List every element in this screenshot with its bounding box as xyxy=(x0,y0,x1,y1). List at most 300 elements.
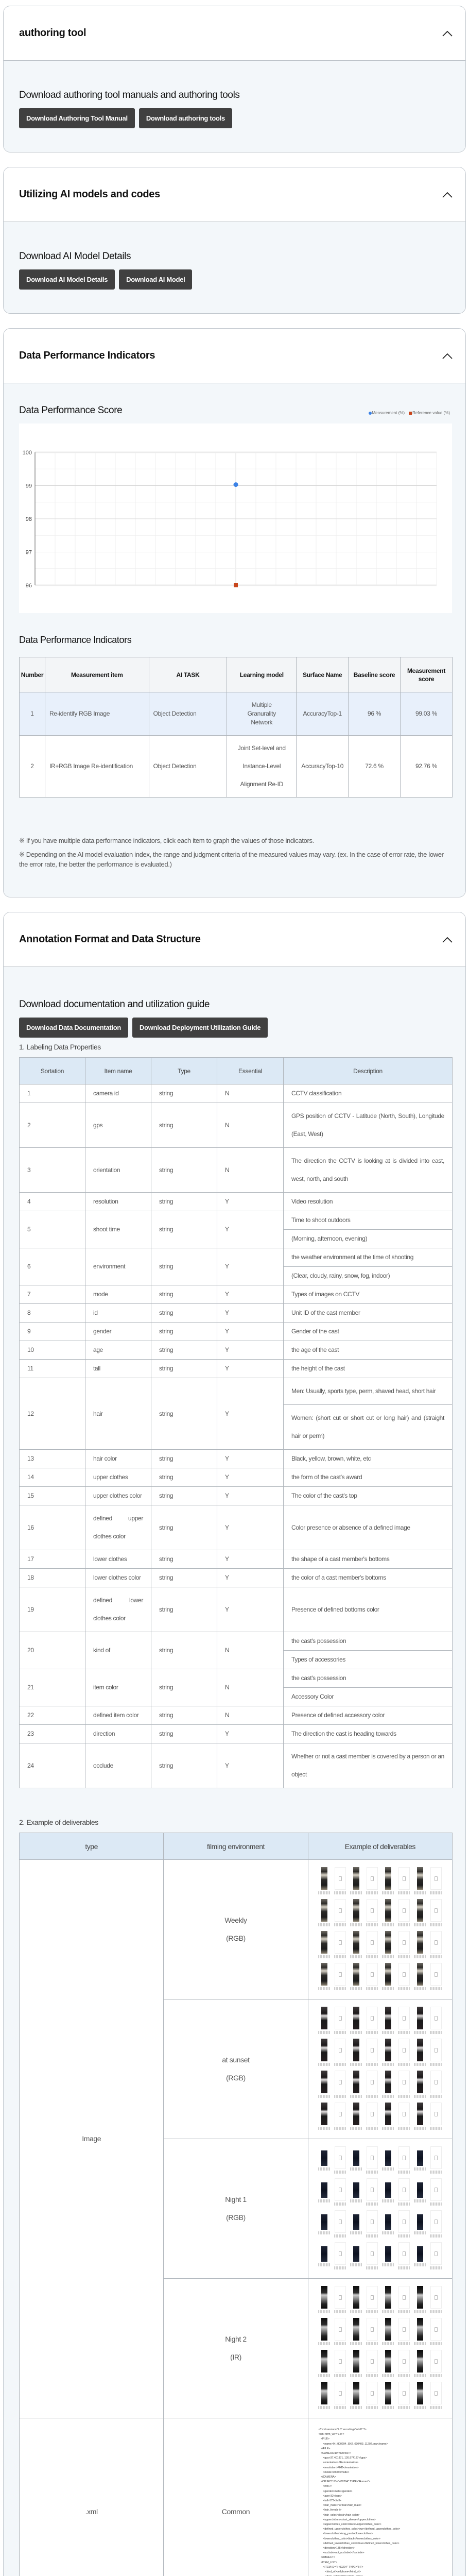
person-image-icon xyxy=(353,2007,359,2029)
person-image-icon xyxy=(417,2318,423,2341)
section-subtitle: Download documentation and utilization guide xyxy=(19,999,450,1010)
filename-caption xyxy=(430,1891,442,1894)
performance-header[interactable] xyxy=(4,329,465,383)
cell-sortation: 12 xyxy=(20,1378,85,1450)
filename-caption xyxy=(366,2310,378,2313)
cell-description: the age of the cast xyxy=(284,1341,453,1360)
file-icon xyxy=(398,2286,410,2309)
xml-file-thumbnail xyxy=(366,2350,378,2379)
filename-caption xyxy=(382,2095,394,2098)
filename-caption xyxy=(414,2231,426,2234)
cell-item-name: hair xyxy=(85,1378,151,1450)
person-image-icon xyxy=(417,2039,423,2061)
xml-file-thumbnail xyxy=(398,2103,410,2131)
cell-item-name: mode xyxy=(85,1285,151,1304)
xml-file-thumbnail xyxy=(430,1867,442,1896)
cell-essential: Y xyxy=(217,1285,284,1304)
cell-sortation: 13 xyxy=(20,1450,85,1468)
cell-number: 2 xyxy=(20,736,45,798)
thumbnail-grid xyxy=(308,2279,452,2418)
xml-file-thumbnail xyxy=(398,2071,410,2099)
person-image-icon xyxy=(321,2182,327,2198)
person-image-icon xyxy=(385,2039,391,2061)
cell-description: Presence of defined bottoms color xyxy=(284,1587,453,1632)
person-image-icon xyxy=(321,2103,327,2125)
table-row xyxy=(20,1505,453,1550)
cell-item-name: upper clothes color xyxy=(85,1487,151,1505)
filename-caption xyxy=(430,2374,442,2377)
file-icon xyxy=(335,2210,346,2233)
image-thumbnail xyxy=(382,1899,394,1928)
person-image-icon xyxy=(321,2214,327,2230)
col-measurement-score: Measurement score xyxy=(400,657,452,692)
deliverables-title: 2. Example of deliverables xyxy=(19,1818,450,1826)
filename-caption xyxy=(350,1987,362,1990)
file-icon xyxy=(367,1899,378,1922)
cell-essential: Y xyxy=(217,1569,284,1587)
ai-models-body xyxy=(4,222,465,313)
filename-caption xyxy=(334,2234,346,2238)
table-row xyxy=(20,1550,453,1569)
filename-caption xyxy=(366,2095,378,2098)
filename-caption xyxy=(414,2263,426,2266)
cell-essential: Y xyxy=(217,1587,284,1632)
cell-surface-name: AccuracyTop-1 xyxy=(297,692,349,736)
person-image-icon xyxy=(353,2246,359,2262)
person-image-icon xyxy=(417,2007,423,2029)
download-ai-model-details-button[interactable]: Download AI Model Details xyxy=(19,269,115,290)
image-thumbnail xyxy=(414,2007,426,2036)
image-thumbnail xyxy=(318,2318,331,2347)
filename-caption xyxy=(366,1987,378,1990)
performance-table xyxy=(19,657,453,798)
xml-file-thumbnail xyxy=(366,2382,378,2411)
filename-caption xyxy=(366,2063,378,2066)
file-icon xyxy=(367,2350,378,2372)
image-thumbnail xyxy=(382,2007,394,2036)
xml-file-thumbnail xyxy=(430,2318,442,2347)
thumbnail-grid xyxy=(308,1999,452,2139)
chevron-up-icon[interactable] xyxy=(442,934,453,945)
file-icon xyxy=(430,2178,442,2201)
cell-item-name: shoot time xyxy=(85,1211,151,1248)
file-icon xyxy=(430,2146,442,2169)
cell-type: string xyxy=(151,1550,217,1569)
section-title: Annotation Format and Data Structure xyxy=(19,934,201,945)
xml-file-thumbnail xyxy=(334,2178,346,2207)
person-image-icon xyxy=(321,1867,327,1890)
filename-caption xyxy=(414,2199,426,2202)
deliverables-table-body xyxy=(20,1860,453,2576)
legend-measurement[interactable] xyxy=(369,411,405,415)
file-icon xyxy=(367,2146,378,2169)
filename-caption xyxy=(414,1987,426,1990)
cell-item-name: gps xyxy=(85,1103,151,1148)
cell-item-name: defined upper clothes color xyxy=(85,1505,151,1550)
xml-file-thumbnail xyxy=(366,2242,378,2271)
table-row xyxy=(20,1860,453,1999)
download-data-documentation-button[interactable]: Download Data Documentation xyxy=(19,1018,128,1038)
table-row xyxy=(20,1706,453,1725)
cell-essential: Y xyxy=(217,1248,284,1285)
chevron-up-icon[interactable] xyxy=(442,350,453,362)
person-image-icon xyxy=(385,2350,391,2372)
filename-caption xyxy=(334,2127,346,2130)
filename-caption xyxy=(350,1955,362,1958)
authoring-tool-header[interactable] xyxy=(4,6,465,61)
cell-description: The direction the cast is heading towards xyxy=(284,1725,453,1743)
person-image-icon xyxy=(353,2350,359,2372)
col-filming-environment: filming environment xyxy=(164,1833,308,1860)
table-row xyxy=(20,1468,453,1487)
deliverables-table xyxy=(19,1833,453,2576)
filename-caption xyxy=(366,1955,378,1958)
cell-item-name: age xyxy=(85,1341,151,1360)
environment-line: (RGB) xyxy=(164,2069,307,2087)
performance-section xyxy=(3,328,466,897)
person-image-icon xyxy=(417,2150,423,2166)
cell-description: the height of the cast xyxy=(284,1360,453,1378)
image-thumbnail xyxy=(414,2350,426,2379)
xml-file-thumbnail xyxy=(334,2318,346,2347)
file-icon xyxy=(398,2382,410,2404)
filename-caption xyxy=(398,1987,410,1990)
file-icon xyxy=(430,2350,442,2372)
filename-caption xyxy=(430,2095,442,2098)
table-row xyxy=(20,1487,453,1505)
cell-essential: Y xyxy=(217,1193,284,1211)
download-ai-model-button[interactable]: Download AI Model xyxy=(119,269,192,290)
cell-description: (Clear, cloudy, rainy, snow, fog, indoor) xyxy=(284,1267,453,1285)
cell-sortation: 9 xyxy=(20,1323,85,1341)
cell-essential: Y xyxy=(217,1550,284,1569)
download-authoring-tools-button[interactable]: Download authoring tools xyxy=(139,108,232,128)
filename-caption xyxy=(318,2167,331,2171)
filename-caption xyxy=(398,1891,410,1894)
file-icon xyxy=(430,2318,442,2341)
section-title: Data Performance Indicators xyxy=(19,350,155,362)
filename-caption xyxy=(318,1891,331,1894)
filename-caption xyxy=(318,2231,331,2234)
file-icon xyxy=(398,2242,410,2265)
image-thumbnail xyxy=(318,2286,331,2315)
cell-type: string xyxy=(151,1211,217,1248)
person-image-icon xyxy=(353,2071,359,2093)
cell-sortation: 7 xyxy=(20,1285,85,1304)
person-image-icon xyxy=(385,1931,391,1954)
cell-sortation: 10 xyxy=(20,1341,85,1360)
file-icon xyxy=(430,2071,442,2093)
table-row xyxy=(20,1304,453,1323)
filename-caption xyxy=(382,2031,394,2034)
thumbnail-grid xyxy=(308,1860,452,1999)
cell-type: string xyxy=(151,1341,217,1360)
cell-description: the form of the cast's award xyxy=(284,1468,453,1487)
cell-sortation: 6 xyxy=(20,1248,85,1285)
xml-file-thumbnail xyxy=(366,1931,378,1960)
person-image-icon xyxy=(353,2039,359,2061)
cell-type: string xyxy=(151,1304,217,1323)
file-icon xyxy=(367,1867,378,1890)
filename-caption xyxy=(334,1955,346,1958)
cell-item-name: upper clothes xyxy=(85,1468,151,1487)
filename-caption xyxy=(398,2374,410,2377)
cell-ai-task: Object Detection xyxy=(149,736,227,798)
section-title: Utilizing AI models and codes xyxy=(19,189,160,200)
person-image-icon xyxy=(321,2071,327,2093)
image-thumbnail xyxy=(414,2103,426,2131)
filename-caption xyxy=(350,2063,362,2066)
table-row[interactable] xyxy=(20,692,453,736)
filename-caption xyxy=(382,2342,394,2345)
table-row xyxy=(20,1669,453,1688)
note-text: ※ If you have multiple data performance indicators, click each item to graph the values of those indicators. xyxy=(19,836,450,845)
file-icon xyxy=(430,2007,442,2029)
table-row xyxy=(20,1103,453,1148)
filename-caption xyxy=(382,1987,394,1990)
xml-file-thumbnail xyxy=(334,1867,346,1896)
image-thumbnail xyxy=(382,1867,394,1896)
cell-sortation: 11 xyxy=(20,1360,85,1378)
file-icon xyxy=(367,2286,378,2309)
cell-item-name: kind of xyxy=(85,1632,151,1669)
cell-ai-task: Object Detection xyxy=(149,692,227,736)
image-thumbnail xyxy=(350,2318,362,2347)
table-row xyxy=(20,1285,453,1304)
cell-filming-environment xyxy=(164,1999,308,2139)
filename-caption xyxy=(366,2031,378,2034)
filename-caption xyxy=(414,1891,426,1894)
filename-caption xyxy=(334,2063,346,2066)
table-row xyxy=(20,1569,453,1587)
cell-essential: Y xyxy=(217,1378,284,1450)
cell-sortation: 19 xyxy=(20,1587,85,1632)
cell-sortation: 2 xyxy=(20,1103,85,1148)
filename-caption xyxy=(318,2031,331,2034)
person-image-icon xyxy=(353,2286,359,2309)
person-image-icon xyxy=(417,2382,423,2404)
section-subtitle: Download AI Model Details xyxy=(19,251,450,262)
xml-file-thumbnail xyxy=(334,2210,346,2239)
cell-sortation: 17 xyxy=(20,1550,85,1569)
xml-file-thumbnail xyxy=(430,2007,442,2036)
filename-caption xyxy=(350,2374,362,2377)
filename-caption xyxy=(414,1955,426,1958)
cell-type: string xyxy=(151,1706,217,1725)
filename-caption xyxy=(366,2171,378,2174)
person-image-icon xyxy=(385,2318,391,2341)
cell-description: CCTV classification xyxy=(284,1084,453,1103)
image-thumbnail xyxy=(414,2146,426,2175)
image-thumbnail xyxy=(414,2318,426,2347)
ai-models-header[interactable] xyxy=(4,167,465,222)
file-icon xyxy=(430,1963,442,1986)
col-number: Number xyxy=(20,657,45,692)
environment-line: Weekly xyxy=(164,1911,307,1929)
cell-description: the color of a cast member's bottoms xyxy=(284,1569,453,1587)
xml-file-thumbnail xyxy=(430,2210,442,2239)
cell-sortation: 21 xyxy=(20,1669,85,1706)
filename-caption xyxy=(334,2095,346,2098)
image-thumbnail xyxy=(382,2210,394,2239)
chevron-up-icon[interactable] xyxy=(442,189,453,200)
xml-file-thumbnail xyxy=(398,2178,410,2207)
file-icon xyxy=(398,2007,410,2029)
xml-file-thumbnail xyxy=(366,2318,378,2347)
xml-file-thumbnail xyxy=(366,2146,378,2175)
person-image-icon xyxy=(353,2182,359,2198)
col-sortation: Sortation xyxy=(20,1058,85,1084)
image-thumbnail xyxy=(350,1931,362,1960)
file-icon xyxy=(335,1867,346,1890)
person-image-icon xyxy=(385,2150,391,2166)
col-type: type xyxy=(20,1833,164,1860)
xml-file-thumbnail xyxy=(334,2350,346,2379)
person-image-icon xyxy=(321,1931,327,1954)
filename-caption xyxy=(430,1955,442,1958)
cell-item-name: defined lower clothes color xyxy=(85,1587,151,1632)
table-row xyxy=(20,1725,453,1743)
filename-caption xyxy=(398,1955,410,1958)
cell-measurement-score: 99.03 % xyxy=(400,692,452,736)
file-icon xyxy=(430,2103,442,2125)
image-thumbnail xyxy=(414,1963,426,1992)
cell-description: the cast's possession xyxy=(284,1669,453,1688)
filename-caption xyxy=(430,2031,442,2034)
table-header-row xyxy=(20,1058,453,1084)
image-thumbnail xyxy=(318,2103,331,2131)
person-image-icon xyxy=(353,1931,359,1954)
filename-caption xyxy=(350,2095,362,2098)
cell-sortation: 5 xyxy=(20,1211,85,1248)
person-image-icon xyxy=(417,2246,423,2262)
legend-reference[interactable] xyxy=(409,411,450,415)
filename-caption xyxy=(398,2310,410,2313)
cell-description: the shape of a cast member's bottoms xyxy=(284,1550,453,1569)
person-image-icon xyxy=(321,1963,327,1986)
filename-caption xyxy=(414,1923,426,1926)
file-icon xyxy=(398,1931,410,1954)
cell-description: Presence of defined accessory color xyxy=(284,1706,453,1725)
cell-description: the cast's possession xyxy=(284,1632,453,1651)
cell-type: string xyxy=(151,1378,217,1450)
filename-caption xyxy=(350,2263,362,2266)
file-icon xyxy=(367,1931,378,1954)
square-marker-icon xyxy=(409,412,412,415)
filename-caption xyxy=(334,2406,346,2409)
cell-essential: N xyxy=(217,1632,284,1669)
filename-caption xyxy=(334,2266,346,2269)
image-thumbnail xyxy=(350,2286,362,2315)
file-icon xyxy=(335,1963,346,1986)
download-deployment-guide-button[interactable]: Download Deployment Utilization Guide xyxy=(132,1018,268,1038)
table-row[interactable] xyxy=(20,736,453,798)
cell-example-thumbnails xyxy=(308,1860,452,1999)
cell-sortation: 1 xyxy=(20,1084,85,1103)
cell-surface-name: AccuracyTop-10 xyxy=(297,736,349,798)
performance-body xyxy=(4,383,465,897)
file-icon xyxy=(335,2178,346,2201)
person-image-icon xyxy=(417,1963,423,1986)
person-image-icon xyxy=(321,2350,327,2372)
image-thumbnail xyxy=(414,2071,426,2099)
cell-description: Types of images on CCTV xyxy=(284,1285,453,1304)
cell-sortation: 4 xyxy=(20,1193,85,1211)
image-thumbnail xyxy=(318,1867,331,1896)
cell-filming-environment xyxy=(164,2139,308,2279)
filename-caption xyxy=(382,2310,394,2313)
person-image-icon xyxy=(385,2246,391,2262)
chevron-up-icon[interactable] xyxy=(442,28,453,39)
cell-essential: Y xyxy=(217,1450,284,1468)
file-icon xyxy=(335,2007,346,2029)
filename-caption xyxy=(318,2406,331,2409)
filename-caption xyxy=(382,2167,394,2171)
image-thumbnail xyxy=(414,1899,426,1928)
xml-file-thumbnail xyxy=(366,2178,378,2207)
filename-caption xyxy=(398,2063,410,2066)
download-authoring-tool-manual-button[interactable]: Download Authoring Tool Manual xyxy=(19,108,135,128)
xml-file-thumbnail xyxy=(398,2242,410,2271)
filename-caption xyxy=(414,2310,426,2313)
cell-essential: Y xyxy=(217,1505,284,1550)
cell-type: string xyxy=(151,1743,217,1788)
filename-caption xyxy=(382,1955,394,1958)
cell-sortation: 20 xyxy=(20,1632,85,1669)
cell-baseline-score: 96 % xyxy=(349,692,401,736)
col-type: Type xyxy=(151,1058,217,1084)
file-icon xyxy=(430,1867,442,1890)
cell-sortation: 8 xyxy=(20,1304,85,1323)
image-thumbnail xyxy=(350,2071,362,2099)
cell-essential: Y xyxy=(217,1304,284,1323)
filename-caption xyxy=(398,2266,410,2269)
environment-line: Night 1 xyxy=(164,2191,307,2209)
person-image-icon xyxy=(321,2039,327,2061)
file-icon xyxy=(430,2286,442,2309)
cell-measurement-item: IR+RGB Image Re-identification xyxy=(45,736,149,798)
environment-line: (RGB) xyxy=(164,1929,307,1947)
person-image-icon xyxy=(353,2214,359,2230)
xml-file-thumbnail xyxy=(430,2178,442,2207)
person-image-icon xyxy=(385,2286,391,2309)
cell-example-thumbnails xyxy=(308,1999,452,2139)
xml-file-thumbnail xyxy=(430,2382,442,2411)
person-image-icon xyxy=(385,2182,391,2198)
person-image-icon xyxy=(385,1963,391,1986)
cell-sortation: 15 xyxy=(20,1487,85,1505)
cell-type: string xyxy=(151,1248,217,1285)
cell-essential: N xyxy=(217,1103,284,1148)
performance-chart xyxy=(19,423,452,613)
person-image-icon xyxy=(417,1867,423,1890)
table-row xyxy=(20,2418,453,2576)
cell-item-name: lower clothes xyxy=(85,1550,151,1569)
cell-essential: Y xyxy=(217,1211,284,1248)
xml-file-thumbnail xyxy=(430,2286,442,2315)
filename-caption xyxy=(382,2406,394,2409)
filename-caption xyxy=(318,2199,331,2202)
annotation-header[interactable] xyxy=(4,912,465,967)
file-icon xyxy=(430,1899,442,1922)
cell-essential: N xyxy=(217,1669,284,1706)
filename-caption xyxy=(350,2231,362,2234)
filename-caption xyxy=(398,2406,410,2409)
image-thumbnail xyxy=(350,2146,362,2175)
cell-essential: Y xyxy=(217,1360,284,1378)
cell-type: string xyxy=(151,1587,217,1632)
cell-filming-environment xyxy=(164,1860,308,1999)
